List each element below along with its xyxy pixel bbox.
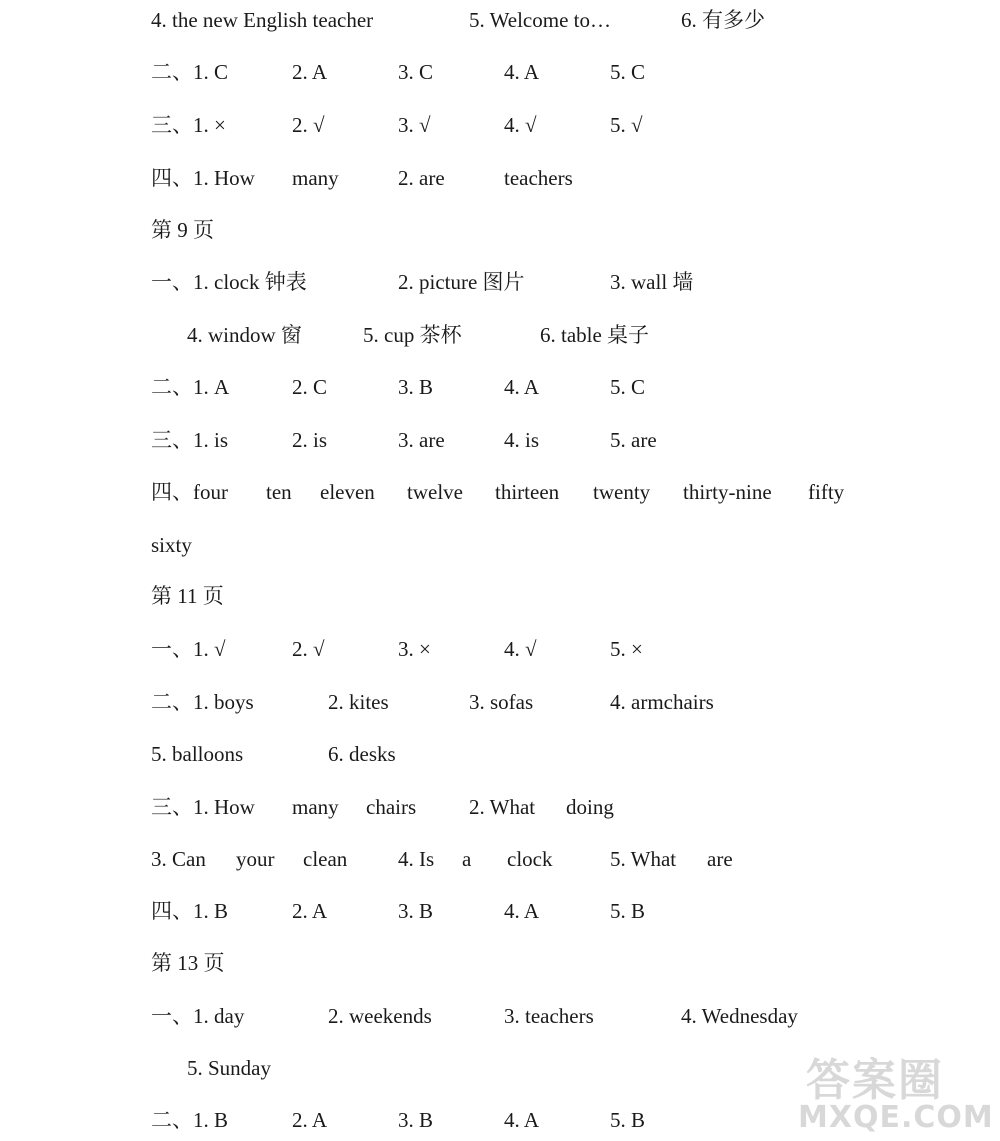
answer-item: clean (303, 847, 348, 871)
answer-line (0, 687, 1000, 717)
answer-item: 5. What (610, 847, 677, 871)
answer-line (0, 1105, 1000, 1135)
answer-item: 2. are (398, 166, 445, 190)
answer-item: 2. √ (292, 637, 325, 661)
answer-item: 4. √ (504, 637, 537, 661)
answer-item: 3. √ (398, 113, 431, 137)
answer-item: 5. Welcome to… (469, 8, 611, 32)
answer-line (0, 372, 1000, 402)
answer-line (0, 896, 1000, 926)
answer-item: 3. B (398, 375, 434, 399)
answer-item: 5. are (610, 428, 657, 452)
answer-item: 3. wall 墙 (610, 270, 694, 294)
page-number-heading: 第 9 页 (151, 218, 214, 242)
answer-item: doing (566, 795, 614, 819)
answer-item: a (462, 847, 472, 871)
answer-item: 2. A (292, 899, 328, 923)
answer-item: 二、1. A (151, 375, 230, 399)
page-number-heading: 第 13 页 (151, 951, 225, 975)
answer-item: 四、four (151, 480, 228, 504)
watermark-logo-text: 答案圈 (806, 1055, 944, 1106)
answer-item: 5. Sunday (187, 1056, 271, 1080)
answer-line (0, 5, 1000, 35)
answer-item: 6. 有多少 (681, 8, 765, 32)
answer-item: 2. weekends (328, 1004, 432, 1028)
answer-line (0, 1001, 1000, 1031)
answer-line (0, 267, 1000, 297)
answer-item: thirteen (495, 480, 560, 504)
answer-item: sixty (151, 533, 192, 557)
answer-item: 5. C (610, 375, 646, 399)
answer-item: 4. window 窗 (187, 323, 302, 347)
answer-item: 4. A (504, 375, 540, 399)
answer-line (0, 844, 1000, 874)
page-header (0, 948, 1000, 978)
answer-item: 5. C (610, 60, 646, 84)
answer-item: 2. picture 图片 (398, 270, 525, 294)
answer-item: 6. table 桌子 (540, 323, 650, 347)
answer-line (0, 425, 1000, 455)
answer-item: 6. desks (328, 742, 396, 766)
answer-line (0, 1053, 1000, 1083)
answer-item: ten (266, 480, 292, 504)
answer-item: 二、1. C (151, 60, 229, 84)
answer-item: thirty-nine (683, 480, 772, 504)
answer-line (0, 739, 1000, 769)
answer-item: teachers (504, 166, 573, 190)
answer-item: 3. sofas (469, 690, 534, 714)
answer-item: 4. Wednesday (681, 1004, 798, 1028)
answer-item: 4. is (504, 428, 540, 452)
answer-item: 3. B (398, 1108, 434, 1132)
answer-item: 2. C (292, 375, 328, 399)
answer-line (0, 110, 1000, 140)
answer-item: 4. √ (504, 113, 537, 137)
answer-item: 5. × (610, 637, 643, 661)
answer-item: eleven (320, 480, 375, 504)
answer-line (0, 477, 1000, 507)
answer-item: 3. B (398, 899, 434, 923)
answer-item: 二、1. B (151, 1108, 229, 1132)
answer-item: 4. armchairs (610, 690, 714, 714)
answer-item: 4. A (504, 60, 540, 84)
page-number-heading: 第 11 页 (151, 584, 224, 608)
answer-item: 3. × (398, 637, 431, 661)
answer-item: 4. the new English teacher (151, 8, 374, 32)
answer-item: 5. √ (610, 113, 643, 137)
answer-line (0, 163, 1000, 193)
answer-item: your (236, 847, 275, 871)
answer-line (0, 634, 1000, 664)
answer-item: 3. teachers (504, 1004, 594, 1028)
answer-item: 三、1. How (151, 795, 255, 819)
answer-item: 一、1. √ (151, 637, 226, 661)
answer-item: 2. √ (292, 113, 325, 137)
answer-item: 一、1. day (151, 1004, 245, 1028)
answer-item: 3. C (398, 60, 434, 84)
answer-item: 2. A (292, 1108, 328, 1132)
answer-line (0, 792, 1000, 822)
answer-item: 2. kites (328, 690, 389, 714)
answer-item: 4. A (504, 1108, 540, 1132)
answer-item: 5. B (610, 899, 646, 923)
answer-item: 四、1. How (151, 166, 255, 190)
watermark-url-text: MXQE.COM (798, 1100, 994, 1135)
answer-item: 5. cup 茶杯 (363, 323, 462, 347)
answer-line (0, 320, 1000, 350)
answer-item: 四、1. B (151, 899, 229, 923)
page-header (0, 581, 1000, 611)
answer-item: many (292, 795, 339, 819)
answer-item: 一、1. clock 钟表 (151, 270, 307, 294)
answer-item: twelve (407, 480, 463, 504)
answer-item: 4. A (504, 899, 540, 923)
answer-item: 5. B (610, 1108, 646, 1132)
answer-line (0, 530, 1000, 560)
answer-item: clock (507, 847, 553, 871)
answer-item: 三、1. is (151, 428, 229, 452)
answer-item: 4. Is (398, 847, 435, 871)
answer-item: chairs (366, 795, 417, 819)
answer-item: 5. balloons (151, 742, 244, 766)
answer-item: 2. What (469, 795, 536, 819)
answer-item: many (292, 166, 339, 190)
answer-item: 2. is (292, 428, 328, 452)
answer-item: twenty (593, 480, 651, 504)
answer-line (0, 57, 1000, 87)
answer-item: 3. Can (151, 847, 206, 871)
answer-item: 3. are (398, 428, 445, 452)
answer-item: 2. A (292, 60, 328, 84)
page-header (0, 215, 1000, 245)
answer-item: 二、1. boys (151, 690, 254, 714)
answer-item: 三、1. × (151, 113, 226, 137)
answer-item: fifty (808, 480, 845, 504)
answer-item: are (707, 847, 733, 871)
